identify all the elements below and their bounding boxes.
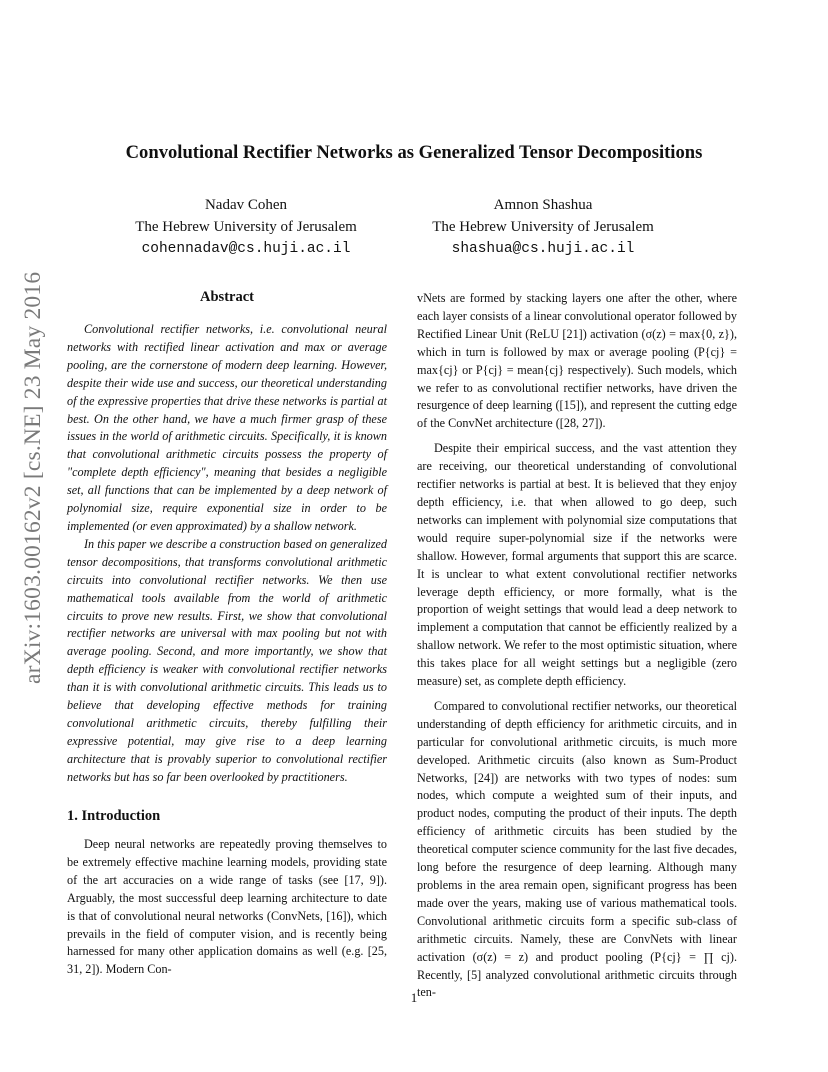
author-email[interactable]: cohennadav@cs.huji.ac.il [141, 241, 351, 257]
intro-paragraph: vNets are formed by stacking layers one after the other, where each layer consists of a linear convolutional operator followed by Rectified Linear Unit (ReLU [21]) activation (σ(z) = max{0, z}), which in turn is followed by max or average pooling (P{cj} = max{cj} or P{cj} = mean{cj} respectively). Such models, which we refer to as convolutional rectifier networks, have driven the resurgence of deep learning ([15]), and represent the cutting edge of the ConvNet architecture ([28, 27]). [417, 291, 737, 431]
intro-paragraph: Compared to convolutional rectifier networks, our theoretical understanding of depth efficiency for arithmetic circuits, and in particular for convolutional arithmetic circuits, is much more developed. Arithmetic circuits (also known as Sum-Product Networks, [24]) are networks with two types of nodes: sum nodes, which compute a weighted sum of their inputs, and product nodes, computing the product of their inputs. The depth efficiency of arithmetic circuits has been studied by the theoretical computer science community for the last five decades, long before the resurgence of deep learning. Although many problems in the area remain open, significant progress has been made over the years, making use of various mathematical tools. Convolutional arithmetic circuits form a specific sub-class of arithmetic circuits. Namely, these are ConvNets with linear activation (σ(z) = z) and product pooling (P{cj} = ∏ cj). Recently, [5] analyzed convolutional arithmetic circuits through ten- [417, 698, 737, 1000]
section-heading-introduction: 1. Introduction [67, 808, 161, 824]
page-number: 1 [410, 990, 418, 1005]
author-block-1 [96, 194, 396, 260]
abstract-paragraph: Convolutional rectifier networks, i.e. convolutional neural networks with rectified linear activation and max or average pooling, are the cornerstone of modern deep learning. However, despite their wide use and success, our theoretical understanding of the expressive properties that drive these networks is partial at best. On the other hand, we have a much firmer grasp of these issues in the world of arithmetic circuits. Specifically, it is known that convolutional arithmetic circuits possess the property of "complete depth efficiency", meaning that besides a negligible set, all functions that can be implemented by a deep network of polynomial size, require exponential size in order to be implemented (or even approximated) by a shallow network. [67, 322, 387, 533]
arxiv-identifier-stamp [20, 271, 46, 684]
author-affiliation: The Hebrew University of Jerusalem [135, 219, 357, 235]
arxiv-identifier-text: arXiv:1603.00162v2 [cs.NE] 23 May 2016 [20, 271, 46, 684]
author-name: Nadav Cohen [204, 197, 288, 213]
introduction-right-column [417, 290, 737, 1009]
author-affiliation: The Hebrew University of Jerusalem [432, 219, 654, 235]
author-block-2 [393, 194, 693, 260]
paper-title: Convolutional Rectifier Networks as Generalized Tensor Decompositions [125, 142, 703, 163]
abstract-heading: Abstract [200, 289, 254, 305]
author-email[interactable]: shashua@cs.huji.ac.il [451, 241, 635, 257]
abstract-paragraph: In this paper we describe a construction based on generalized tensor decompositions, that transforms convolutional arithmetic circuits into convolutional rectifier networks. We then use mathematical tools available from the world of arithmetic circuits to prove new results. First, we show that convolutional rectifier networks are universal with max pooling but not with average pooling. Second, and more importantly, we show that depth efficiency is weaker with convolutional rectifier networks than it is with convolutional arithmetic circuits. This leads us to believe that developing effective methods for training convolutional arithmetic circuits, thereby fulfilling their expressive potential, may give rise to a deep learning architecture that is provably superior to convolutional rectifier networks but has so far been overlooked by practitioners. [67, 536, 387, 784]
abstract-body [67, 321, 387, 787]
introduction-left-column [67, 836, 387, 986]
intro-paragraph: Despite their empirical success, and the vast attention they are receiving, our theoretical understanding of convolutional rectifier networks is partial at best. It is believed that they enjoy depth efficiency, i.e. that when allowed to go deep, such networks can implement with polynomial size computations that would require super-polynomial size if the networks were shallow. However, formal arguments that support this are scarce. It is unclear to what extent convolutional rectifier networks leverage depth efficiency, or more formally, what is the proportion of weight settings that would lead a deep network to implement a computation that cannot be efficiently realized by a shallow network. We refer to the most optimistic situation, where this takes place for all weight settings but a negligible (zero measure) set, as complete depth efficiency. [417, 441, 737, 689]
intro-paragraph: Deep neural networks are repeatedly proving themselves to be extremely effective machine learning models, providing state of the art accuracies on a wide range of tasks (see [17, 9]). Arguably, the most successful deep learning architecture to date is that of convolutional neural networks (ConvNets, [16]), which prevails in the field of computer vision, and is recently being harnessed for many other application domains as well (e.g. [25, 31, 2]). Modern Con- [67, 837, 387, 977]
author-name: Amnon Shashua [493, 197, 593, 213]
